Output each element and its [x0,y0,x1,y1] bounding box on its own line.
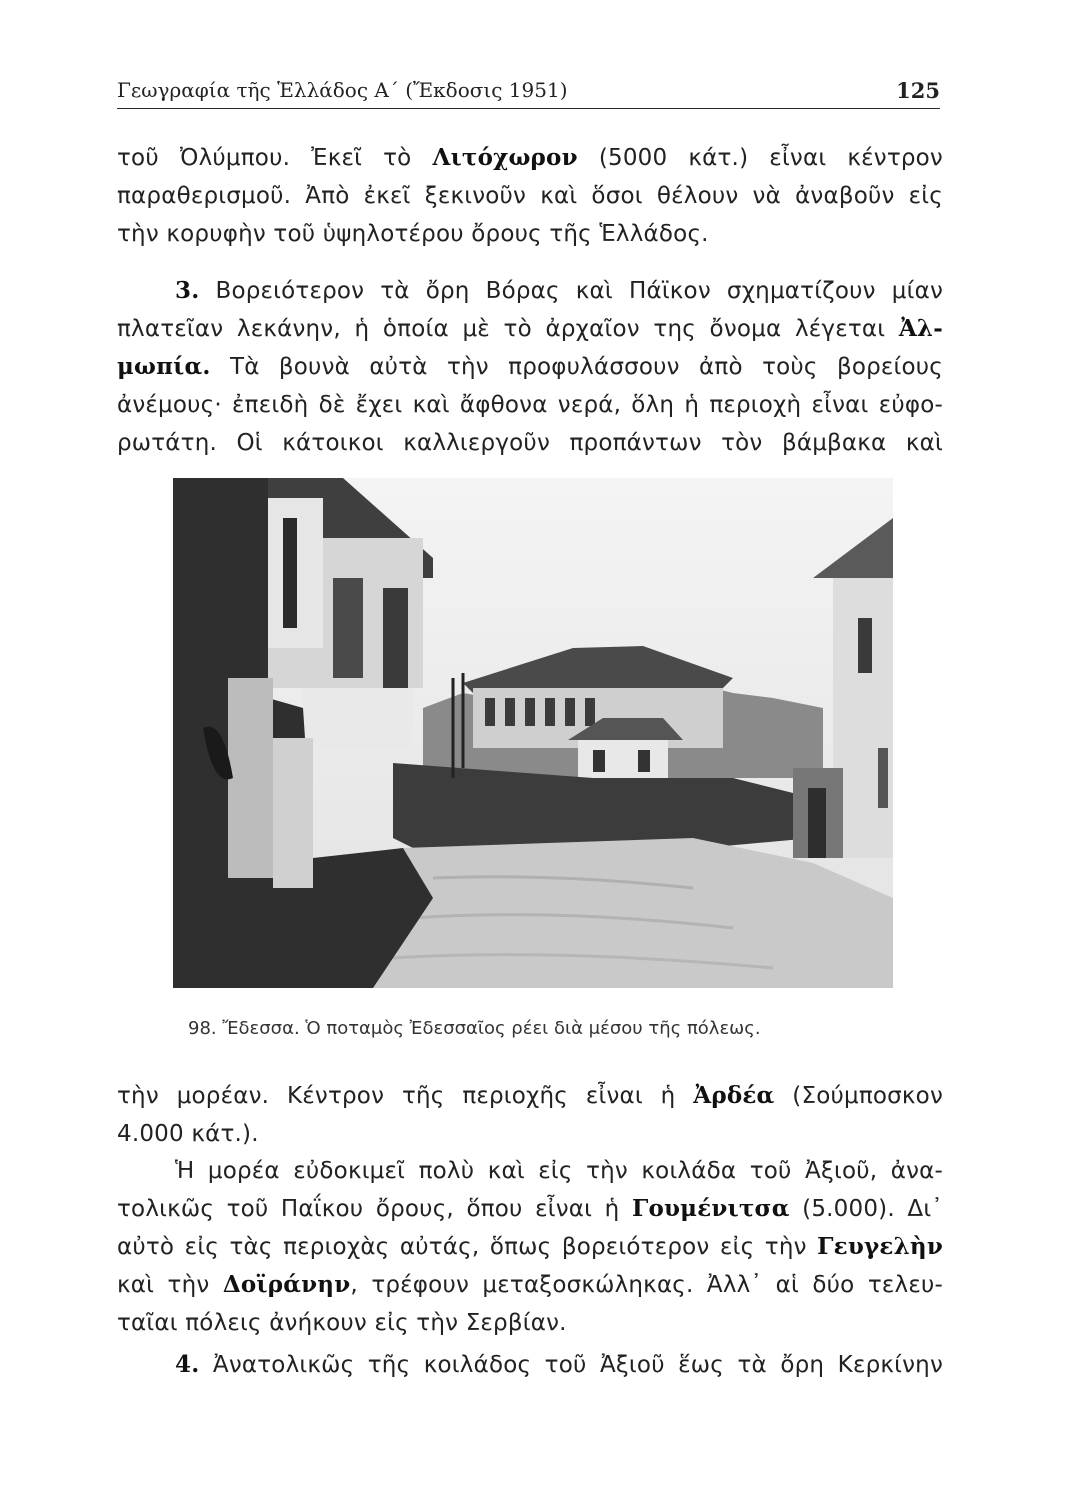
text-line: τὴν μορέαν. Κέντρον τῆς περιοχῆς εἶναι ἡ Ἀρδέα (Σούμποσκον [117,1082,943,1109]
text-line: πλατεῖαν λεκάνην, ἡ ὁποία μὲ τὸ ἀρχαῖον της ὄνομα λέγεται Ἀλ- [117,315,943,342]
text-line: ἀνέμους· ἐπειδὴ δὲ ἔχει καὶ ἄφθονα νερά, ὅλη ἡ περιοχὴ εἶναι εὐφο- [117,392,943,418]
text-line: Ἡ μορέα εὐδοκιμεῖ πολὺ καὶ εἰς τὴν κοιλάδα τοῦ Ἀξιοῦ, ἀνα- [175,1158,943,1184]
text-line: τὴν κορυφὴν τοῦ ὑψηλοτέρου ὄρους τῆς Ἑλλάδος. [117,221,709,247]
section-number-4: 4. [175,1351,200,1378]
edessa-photo [173,478,893,988]
place-name-litochoro: Λιτόχωρον [432,144,578,171]
paragraph-almopia [117,272,943,462]
place-name-almopia-cont: μωπία. [117,353,211,380]
text-line: αὐτὸ εἰς τὰς περιοχὰς αὐτάς, ὅπως βορειότερον εἰς τὴν Γευγελὴν [117,1233,943,1260]
place-name-almopia: Ἀλ- [898,315,943,342]
text-line: ταῖαι πόλεις ἀνήκουν εἰς τὴν Σερβίαν. [117,1310,567,1336]
text-line: καὶ τὴν Δοϊράνην, τρέφουν μεταξοσκώληκας. Ἀλλ᾽ αἱ δύο τελευ- [117,1271,943,1298]
page-number: 125 [896,78,940,103]
text-line: ρωτάτη. Οἱ κάτοικοι καλλιεργοῦν προπάντων τὸν βάμβακα καὶ [117,430,943,456]
place-name-gevgelija: Γευγελὴν [817,1233,943,1260]
running-header [117,74,940,109]
text-line: 4.000 κάτ.). [117,1121,259,1147]
section-number-3: 3. [175,277,200,304]
text-line: 3. Βορειότερον τὰ ὄρη Βόρας καὶ Πάϊκον σχηματίζουν μίαν [175,277,943,304]
paragraph-silk [117,1152,943,1342]
paragraph-olympus [117,139,943,253]
text-line: μωπία. Τὰ βουνὰ αὐτὰ τὴν προφυλάσσουν ἀπὸ τοὺς βορείους [117,353,943,380]
text-line: 4. Ἀνατολικῶς τῆς κοιλάδος τοῦ Ἀξιοῦ ἕως τὰ ὄρη Κερκίνην [175,1351,943,1378]
paragraph-ardea [117,1077,943,1153]
place-name-doirani: Δοϊράνην [222,1271,351,1298]
place-name-goumenitsa: Γουμένιτσα [631,1195,790,1222]
text-line: παραθερισμοῦ. Ἀπὸ ἐκεῖ ξεκινοῦν καὶ ὅσοι θέλουν νὰ ἀναβοῦν εἰς [117,183,943,209]
running-title: Γεωγραφία τῆς Ἑλλάδος Α΄ (Ἔκδοσις 1951) [117,78,568,102]
text-line: τολικῶς τοῦ Παΐκου ὄρους, ὅπου εἶναι ἡ Γουμένιτσα (5.000). Δι᾽ [117,1195,943,1222]
text-line: τοῦ Ὀλύμπου. Ἐκεῖ τὸ Λιτόχωρον (5000 κάτ.) εἶναι κέντρον [117,144,943,171]
place-name-ardea: Ἀρδέα [693,1082,775,1109]
figure-caption: 98. Ἔδεσσα. Ὁ ποταμὸς Ἐδεσσαῖος ρέει διὰ μέσου τῆς πόλεως. [188,1018,761,1039]
paragraph-section-4 [117,1346,943,1384]
